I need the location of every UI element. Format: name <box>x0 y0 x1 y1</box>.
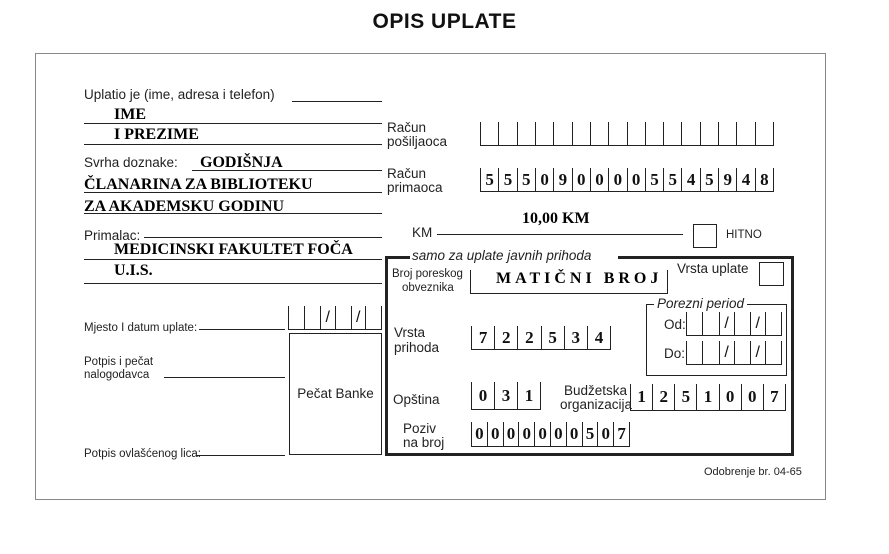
date-digit[interactable] <box>336 306 352 329</box>
from-digit[interactable] <box>703 312 719 335</box>
reference-digit[interactable]: 0 <box>551 422 567 446</box>
purpose-rule-1 <box>192 170 382 171</box>
reference-digit[interactable]: 5 <box>583 422 599 446</box>
place-date-rule <box>199 329 285 330</box>
purpose-line-2[interactable]: ČLANARINA ZA BIBLIOTEKU <box>84 176 313 193</box>
budget-digit[interactable]: 0 <box>720 384 742 410</box>
date-separator: / <box>321 306 336 329</box>
date-separator: / <box>720 312 735 335</box>
purpose-line-3[interactable]: ZA AKADEMSKU GODINU <box>84 198 285 215</box>
recipient-line-2[interactable]: U.I.S. <box>114 262 153 279</box>
date-separator: / <box>720 341 735 364</box>
sender-digit[interactable] <box>573 122 591 145</box>
municipality-label: Opština <box>393 392 440 407</box>
sender-digit[interactable] <box>536 122 554 145</box>
reference-digit[interactable]: 0 <box>488 422 504 446</box>
payer-name[interactable]: IME <box>114 106 146 123</box>
sender-digit[interactable] <box>737 122 755 145</box>
recipient-digit[interactable]: 0 <box>609 168 627 191</box>
sender-digit[interactable] <box>628 122 646 145</box>
date-separator: / <box>751 312 766 335</box>
sender-digit[interactable] <box>664 122 682 145</box>
revenue-digit[interactable]: 5 <box>542 326 565 349</box>
to-digit[interactable] <box>735 341 751 364</box>
recipient-rule-0 <box>144 237 382 238</box>
purpose-rule-3 <box>84 213 382 214</box>
to-digit[interactable] <box>766 341 782 364</box>
revenue-digit[interactable]: 3 <box>565 326 588 349</box>
revenue-digit[interactable]: 2 <box>495 326 518 349</box>
officer-sign-rule <box>196 455 285 456</box>
sender-digit[interactable] <box>609 122 627 145</box>
sender-digit[interactable] <box>499 122 517 145</box>
urgent-label: HITNO <box>726 229 762 241</box>
payer-line-1 <box>84 123 382 124</box>
sender-digit[interactable] <box>646 122 664 145</box>
sender-digit[interactable] <box>756 122 774 145</box>
recipient-digit[interactable]: 0 <box>628 168 646 191</box>
recipient-digit[interactable]: 4 <box>737 168 755 191</box>
recipient-digit[interactable]: 5 <box>518 168 536 191</box>
payer-label: Uplatio je (ime, adresa i telefon) <box>84 87 275 102</box>
period-to-label: Do: <box>664 346 686 361</box>
public-revenue-top-right <box>618 256 794 259</box>
sender-digit[interactable] <box>591 122 609 145</box>
tax-period-label: Porezni period <box>654 297 747 311</box>
recipient-rule-1 <box>84 259 382 260</box>
recipient-label: Primalac: <box>84 228 141 243</box>
budget-digit[interactable]: 1 <box>631 384 653 410</box>
recipient-digit[interactable]: 8 <box>756 168 774 191</box>
purpose-line-1[interactable]: GODIŠNJA <box>200 154 283 171</box>
recipient-account-label-2: primaoca <box>387 180 443 195</box>
revenue-digit[interactable]: 4 <box>588 326 611 349</box>
reference-digit[interactable]: 0 <box>598 422 614 446</box>
to-digit[interactable] <box>687 341 703 364</box>
sender-account-label-2: pošiljaoca <box>387 134 448 149</box>
date-digit[interactable] <box>305 306 321 329</box>
budget-org-label-2: organizacija <box>560 397 633 412</box>
municipality-digit[interactable]: 0 <box>472 382 495 409</box>
payment-type-label: Vrsta uplate <box>677 261 749 276</box>
budget-digit[interactable]: 7 <box>764 384 786 410</box>
public-revenue-label: samo za uplate javnih prihoda <box>412 248 592 263</box>
payer-line-0 <box>292 101 382 102</box>
revenue-type-label-2: prihoda <box>394 340 440 355</box>
period-to-cells[interactable] <box>686 341 782 365</box>
recipient-digit[interactable]: 0 <box>536 168 554 191</box>
from-digit[interactable] <box>766 312 782 335</box>
recipient-digit[interactable]: 5 <box>646 168 664 191</box>
date-separator: / <box>352 306 367 329</box>
reference-digit[interactable]: 0 <box>535 422 551 446</box>
amount-value[interactable]: 10,00 KM <box>522 210 590 227</box>
reference-label-2: na broj <box>403 435 445 450</box>
recipient-rule-2 <box>84 283 382 284</box>
revenue-type-label-1: Vrsta <box>394 325 426 340</box>
sender-digit[interactable] <box>719 122 737 145</box>
payment-date-cells[interactable] <box>288 306 382 330</box>
budget-digit[interactable]: 0 <box>742 384 764 410</box>
payment-type-box[interactable] <box>759 262 784 286</box>
tax-id-label-1: Broj poreskog <box>392 268 463 280</box>
sender-digit[interactable] <box>701 122 719 145</box>
budget-org-cells[interactable] <box>630 384 786 411</box>
recipient-digit[interactable]: 5 <box>664 168 682 191</box>
page-title: OPIS UPLATE <box>372 10 517 33</box>
revenue-digit[interactable]: 7 <box>472 326 495 349</box>
from-digit[interactable] <box>735 312 751 335</box>
approval-number: Odobrenje br. 04-65 <box>704 466 802 478</box>
period-from-label: Od: <box>664 317 686 332</box>
sender-digit[interactable] <box>682 122 700 145</box>
budget-digit[interactable]: 5 <box>675 384 697 410</box>
sender-digit[interactable] <box>518 122 536 145</box>
urgent-checkbox[interactable] <box>693 224 717 248</box>
reference-digit[interactable]: 0 <box>504 422 520 446</box>
place-date-label: Mjesto I datum uplate: <box>84 322 198 334</box>
recipient-digit[interactable]: 0 <box>591 168 609 191</box>
reference-cells[interactable] <box>471 422 630 447</box>
recipient-digit[interactable]: 5 <box>499 168 517 191</box>
municipality-digit[interactable]: 1 <box>518 382 541 409</box>
recipient-account-cells[interactable] <box>480 168 774 192</box>
recipient-digit[interactable]: 4 <box>682 168 700 191</box>
sender-account-label-1: Račun <box>387 120 427 135</box>
sender-digit[interactable] <box>481 122 499 145</box>
reference-digit[interactable]: 0 <box>472 422 488 446</box>
payer-line-2 <box>84 144 382 145</box>
reference-digit[interactable]: 0 <box>567 422 583 446</box>
reference-digit[interactable]: 7 <box>614 422 630 446</box>
date-digit[interactable] <box>289 306 305 329</box>
payer-sign-label-2: nalogodavca <box>84 369 150 381</box>
amount-currency-label: KM <box>412 225 433 240</box>
reference-digit[interactable]: 0 <box>519 422 535 446</box>
revenue-type-cells[interactable] <box>471 326 611 350</box>
recipient-digit[interactable]: 5 <box>481 168 499 191</box>
budget-digit[interactable]: 1 <box>697 384 719 410</box>
recipient-line-1[interactable]: MEDICINSKI FAKULTET FOČA <box>114 241 353 258</box>
from-digit[interactable] <box>687 312 703 335</box>
tax-id-label-2: obveznika <box>402 282 454 294</box>
recipient-digit[interactable]: 0 <box>573 168 591 191</box>
sender-digit[interactable] <box>554 122 572 145</box>
budget-org-label-1: Budžetska <box>564 383 628 398</box>
purpose-rule-2 <box>84 192 382 193</box>
amount-rule <box>437 234 683 235</box>
bank-stamp-label: Pečat Banke <box>297 386 374 401</box>
purpose-label: Svrha doznake: <box>84 155 178 170</box>
recipient-digit[interactable]: 5 <box>701 168 719 191</box>
date-separator: / <box>751 341 766 364</box>
reference-label-1: Poziv <box>403 421 437 436</box>
payer-surname[interactable]: I PREZIME <box>114 126 199 143</box>
period-from-cells[interactable] <box>686 312 782 336</box>
tax-id-value[interactable]: MATIČNI BROJ <box>496 270 663 287</box>
municipality-digit[interactable]: 3 <box>495 382 518 409</box>
revenue-digit[interactable]: 2 <box>518 326 541 349</box>
budget-digit[interactable]: 2 <box>653 384 675 410</box>
payer-sign-rule <box>164 377 285 378</box>
sender-account-cells[interactable] <box>480 122 774 146</box>
recipient-account-label-1: Račun <box>387 166 427 181</box>
municipality-cells[interactable] <box>471 382 541 410</box>
officer-sign-label: Potpis ovlašćenog lica: <box>84 448 201 460</box>
to-digit[interactable] <box>703 341 719 364</box>
recipient-digit[interactable]: 9 <box>554 168 572 191</box>
date-digit[interactable] <box>366 306 382 329</box>
public-revenue-top-left <box>385 256 410 259</box>
recipient-digit[interactable]: 9 <box>719 168 737 191</box>
payer-sign-label-1: Potpis i pečat <box>84 356 154 368</box>
